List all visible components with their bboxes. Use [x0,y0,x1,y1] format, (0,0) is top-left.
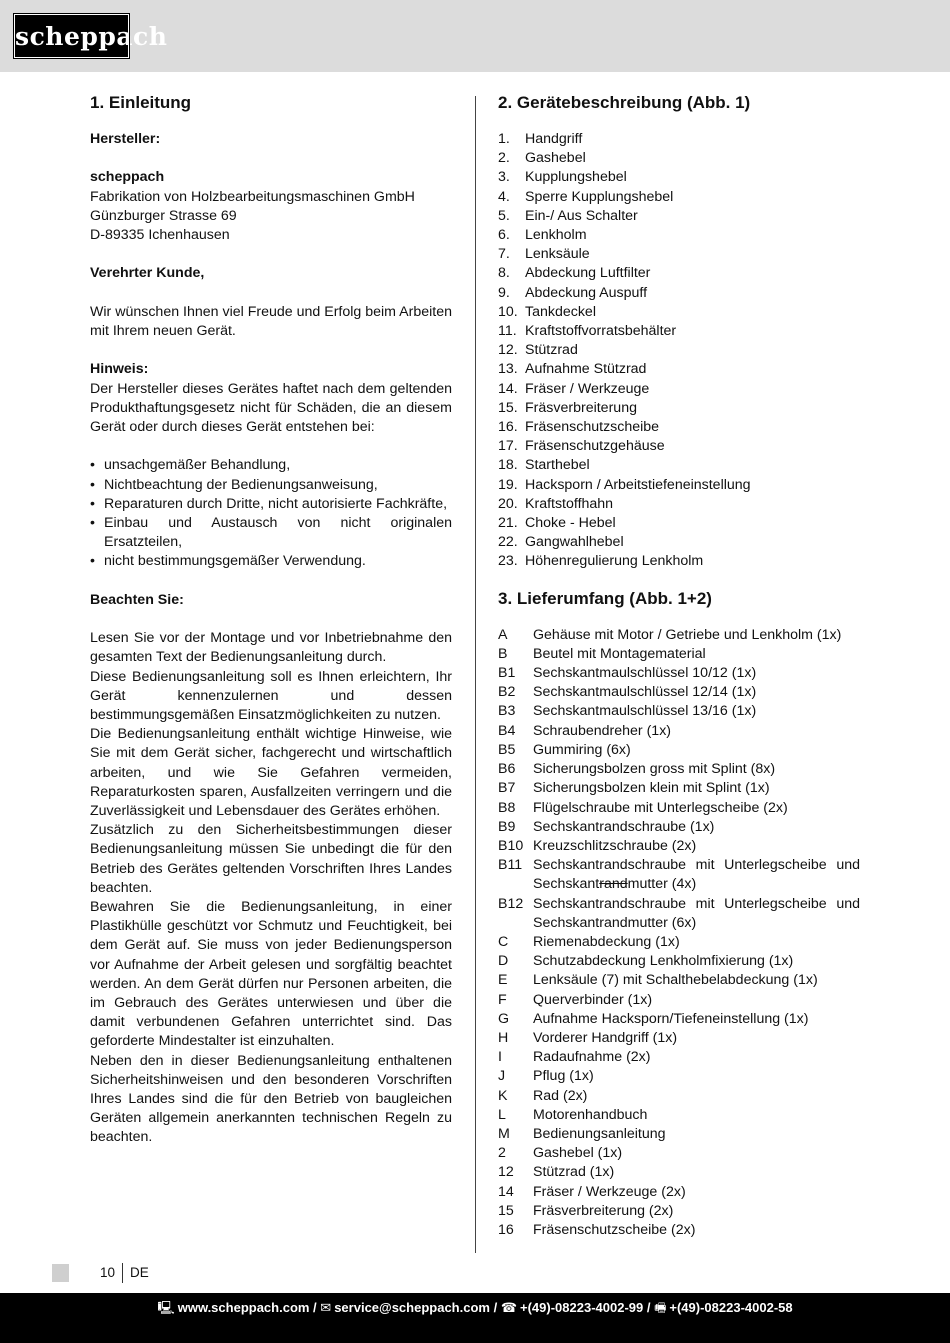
scope-label [533,702,860,721]
scope-item [498,1010,860,1029]
scope-label [533,991,860,1010]
scope-label-line: Gummiring (6x) [533,741,631,758]
scope-item [498,722,860,741]
scope-item [498,779,860,798]
scope-label [533,799,860,818]
scope-label [533,1029,860,1048]
scope-label-line: Stützrad (1x) [533,1164,615,1181]
part-label: Handgriff [525,131,583,147]
page-number: 10 [100,1265,116,1280]
part-item [498,322,860,341]
part-number: 12. [498,342,518,359]
part-number: 3. [498,169,510,186]
scope-item [498,664,860,683]
scope-label [533,1048,860,1067]
part-item [498,495,860,514]
part-number: 23. [498,553,518,570]
scope-key: A [498,626,508,643]
scope-key: F [498,991,507,1008]
scope-item [498,991,860,1010]
scope-label [533,1125,860,1144]
scope-item [498,1221,860,1240]
scope-label-line: Radaufnahme (2x) [533,1049,651,1066]
body-paragraph: Bewahren Sie die Bedienungsanleitung, in einer Plastikhülle geschützt vor Schmutz und Feuchtigkeit, bei dem Gerät auf. Sie muss von jeder Bedienungsperson vor Aufnahme der Arbeit gelesen und sorgfältig beachtet werden. An dem Gerät dürfen nur Personen arbeiten, die im Gebrauch des Gerätes unterwiesen und über die damit verbundenen Gefahren unterrichtet sind. Das geforderte Mindestalter ist einzuhalten. [90,899,452,1050]
part-label: Lenksäule [525,246,590,263]
scope-label [533,1163,860,1182]
scope-item [498,837,860,856]
scope-label [533,626,860,645]
part-number: 19. [498,476,518,493]
scope-label-line: Schutzabdeckung Lenkholmfixierung (1x) [533,953,794,970]
scope-label [533,741,860,760]
part-number: 7. [498,246,510,263]
scope-label-line: Sechskantrandschraube mit Unterlegscheibe und [533,857,860,874]
part-item [498,514,860,533]
scope-key: L [498,1106,506,1123]
scope-key: M [498,1125,510,1142]
part-label: Hacksporn / Arbeitstiefeneinstellung [525,476,751,493]
part-label: Starthebel [525,457,590,474]
scope-label-part: Sechskant [533,876,600,893]
scope-label [533,1221,860,1240]
scope-label [533,1144,860,1163]
section-heading-introduction: 1. Einleitung [90,93,192,112]
scope-label [533,895,860,933]
scope-label-line [533,914,860,933]
part-item [498,456,860,475]
part-label: Kupplungshebel [525,169,627,186]
scope-label-line: Kreuzschlitzschraube (2x) [533,837,697,854]
scope-label-line: Fräsverbreiterung (2x) [533,1202,674,1219]
scope-label [533,1087,860,1106]
scope-label-line: Bedienungsanleitung [533,1125,666,1142]
scope-label-line: Aufnahme Hacksporn/Tiefeneinstellung (1x) [533,1010,809,1027]
scope-item [498,1106,860,1125]
part-label: Fräsverbreiterung [525,399,637,416]
part-item [498,226,860,245]
parts-list [498,130,860,572]
part-item [498,284,860,303]
scope-key: B [498,645,508,662]
scope-item [498,1048,860,1067]
phone-icon: ☎ [500,1300,518,1315]
delivery-scope-list [498,626,860,1241]
part-item [498,341,860,360]
part-number: 9. [498,284,510,301]
part-number: 2. [498,150,510,167]
scope-label-line: Fräser / Werkzeuge (2x) [533,1183,686,1200]
address-line: Günzburger Strasse 69 [90,207,237,224]
part-item [498,399,860,418]
part-label: Stützrad [525,342,578,359]
address-line: Fabrikation von Holzbearbeitungsmaschinen GmbH [90,188,415,205]
part-number: 8. [498,265,510,282]
scope-label [533,1010,860,1029]
company-name: scheppach [90,169,165,186]
greeting: Verehrter Kunde, [90,265,205,282]
part-number: 20. [498,495,518,512]
part-item [498,552,860,571]
scope-item [498,760,860,779]
scope-label-line: Sicherungsbolzen gross mit Splint (8x) [533,761,776,778]
part-label: Ein-/ Aus Schalter [525,207,638,224]
scope-key: 2 [498,1145,506,1162]
scope-label-line: Querverbinder (1x) [533,991,653,1008]
part-number: 10. [498,303,518,320]
fax-number: +(49)-08223-4002-58 [669,1300,793,1315]
part-number: 6. [498,227,510,244]
part-label: Sperre Kupplungshebel [525,188,674,205]
scope-key: J [498,1068,506,1085]
body-paragraph: Lesen Sie vor der Montage und vor Inbetriebnahme den gesamten Text der Bedienungsanleitung durch. [90,630,452,666]
part-label: Tankdeckel [525,303,596,320]
part-item [498,188,860,207]
scope-key: 15 [498,1202,514,1219]
page-header [0,0,950,72]
scope-key: B3 [498,703,516,720]
scope-label-line: Beutel mit Montagematerial [533,645,706,662]
part-label: Lenkholm [525,227,587,244]
part-number: 5. [498,207,510,224]
scope-item [498,856,860,894]
part-item [498,360,860,379]
scope-label [533,760,860,779]
scope-item [498,799,860,818]
scope-key: B12 [498,895,524,912]
scope-label-line: Sechskantrandschraube (1x) [533,818,715,835]
list-item: • unsachgemäßer Behandlung, [90,457,291,474]
mail-icon: ✉ [320,1300,332,1315]
scope-item [498,933,860,952]
part-label: Fräser / Werkzeuge [525,380,650,397]
scope-key: I [498,1049,502,1066]
scope-label-line: Rad (2x) [533,1087,588,1104]
scope-key: 16 [498,1221,514,1238]
scope-label-line: Flügelschraube mit Unterlegscheibe (2x) [533,799,788,816]
scope-key: B5 [498,741,516,758]
scope-key: B11 [498,857,523,874]
page-marker [52,1264,69,1282]
part-label: Gashebel [525,150,586,167]
scope-item [498,971,860,990]
scope-label [533,818,860,837]
scope-item [498,1202,860,1221]
scope-label-line: Sechskantmaulschlüssel 12/14 (1x) [533,684,757,701]
part-label: Kraftstoffhahn [525,495,614,512]
part-label: Gangwahlhebel [525,534,624,551]
liability-list [90,456,452,571]
scope-label-line: Vorderer Handgriff (1x) [533,1029,678,1046]
scope-label-line: Schraubendreher (1x) [533,722,672,739]
attention-label: Beachten Sie: [90,591,184,608]
body-paragraph: Die Bedienungsanleitung enthält wichtige Hinweise, wie Sie mit dem Gerät sicher, fachgerecht und wirtschaftlich arbeiten, und wie Sie Gefahren vermeiden, Reparaturkosten sparen, Ausfallzeiten verringern und die Zuverlässigkeit und Lebensdauer des Gerätes erhöhen. [90,726,452,819]
part-item [498,380,860,399]
part-item [498,168,860,187]
page-number-divider [122,1263,123,1283]
address-line: D-89335 Ichenhausen [90,227,230,243]
left-column [90,90,452,1148]
scope-item [498,818,860,837]
scope-label [533,971,860,990]
scope-key: B7 [498,780,516,797]
part-number: 15. [498,399,518,416]
scope-label-line: Gashebel (1x) [533,1145,623,1162]
scope-label [533,1183,860,1202]
list-item: • Reparaturen durch Dritte, nicht autorisierte Fachkräfte, [90,495,448,512]
fax-icon: 🖷 [654,1300,667,1315]
part-item [498,245,860,264]
scope-label [533,722,860,741]
column-divider [475,96,476,1253]
scope-key: B2 [498,684,516,701]
part-label: Kraftstoffvorratsbehälter [525,323,677,340]
website-link[interactable]: www.scheppach.com / [177,1300,317,1315]
scope-key: D [498,953,509,970]
scope-key: B6 [498,761,516,778]
part-number: 21. [498,515,518,532]
scope-label-line [533,875,860,894]
scope-key: C [498,933,509,950]
scope-key: H [498,1029,509,1046]
part-number: 17. [498,438,518,455]
part-label: Aufnahme Stützrad [525,361,647,378]
scope-key: B1 [498,665,516,682]
scope-label-line: Lenksäule (7) mit Schalthebelabdeckung (1x) [533,972,818,989]
list-item: • nicht bestimmungsgemäßer Verwendung. [90,553,366,570]
scope-key: B9 [498,818,516,835]
scope-key: E [498,972,508,989]
part-label: Höhenregulierung Lenkholm [525,553,704,570]
struck-text: rand [599,876,628,893]
scope-key: B10 [498,837,524,854]
list-item: • Nichtbeachtung der Bedienungsanweisung, [90,476,378,493]
scope-key: B4 [498,722,516,739]
scope-item [498,702,860,721]
scope-key: K [498,1087,508,1104]
scope-label [533,683,860,702]
scope-label-line: Motorenhandbuch [533,1106,648,1123]
scope-label [533,779,860,798]
scope-item [498,1144,860,1163]
part-number: 14. [498,380,518,397]
note-label: Hinweis: [90,361,149,378]
part-number: 1. [498,131,510,147]
scope-item [498,683,860,702]
part-item [498,149,860,168]
part-number: 22. [498,534,518,551]
manufacturer-label: Hersteller: [90,131,161,147]
right-column [498,90,860,1240]
part-label: Fräsenschutzgehäuse [525,438,665,455]
scope-label [533,952,860,971]
scope-item [498,626,860,645]
language-code: DE [130,1265,149,1280]
scope-item [498,952,860,971]
scope-key: 12 [498,1164,514,1181]
part-number: 16. [498,419,518,436]
part-item [498,264,860,283]
scope-item [498,1163,860,1182]
scope-item [498,645,860,664]
section-heading-delivery-scope: 3. Lieferumfang (Abb. 1+2) [498,588,712,608]
part-item [498,130,860,149]
section-heading-device-description: 2. Gerätebeschreibung (Abb. 1) [498,93,751,112]
scope-item [498,741,860,760]
scope-label [533,933,860,952]
scope-item [498,1029,860,1048]
scope-label [533,1202,860,1221]
part-label: Choke - Hebel [525,515,616,532]
part-item [498,303,860,322]
scope-key: B8 [498,799,516,816]
scope-label [533,837,860,856]
scope-label-line: Sicherungsbolzen klein mit Splint (1x) [533,780,770,797]
email-link[interactable]: service@scheppach.com / [334,1300,498,1315]
scheppach-logo: scheppach [14,14,129,58]
scope-label [533,856,860,894]
contact-bar [0,1293,950,1343]
scope-item [498,1183,860,1202]
scope-label [533,664,860,683]
part-item [498,437,860,456]
part-number: 18. [498,457,518,474]
computer-icon: 🖳 [157,1300,175,1315]
part-item [498,533,860,552]
body-paragraph: Neben den in dieser Bedienungsanleitung enthaltenen Sicherheitshinweisen und den besonderen Vorschriften Ihres Landes sind die für den Betrieb von baugleichen Geräten allgemein anerkannten technischen Regeln zu beachten. [90,1052,452,1146]
part-number: 11. [498,323,517,340]
note-paragraph: Der Hersteller dieses Gerätes haftet nach dem geltenden Produkthaftungsgesetz nicht für Schäden, die an diesem Gerät oder durch dieses Gerät entstehen bei: [90,380,452,435]
scope-label-line: Fräsenschutzscheibe (2x) [533,1221,696,1238]
scope-label-line: Sechskantrandschraube mit Unterlegscheibe und [533,895,860,912]
scope-key: G [498,1010,510,1027]
part-label: Abdeckung Luftfilter [525,265,651,282]
part-number: 13. [498,361,518,378]
scope-item [498,895,860,933]
scope-item [498,1067,860,1086]
scope-label-line: Riemenabdeckung (1x) [533,933,680,950]
scope-label-part: mutter (4x) [627,876,697,893]
wish-paragraph: Wir wünschen Ihnen viel Freude und Erfolg beim Arbeiten mit Ihrem neuen Gerät. [90,303,452,339]
body-paragraph: Zusätzlich zu den Sicherheitsbestimmungen dieser Bedienungsanleitung müssen Sie unbedingt die für den Betrieb des Gerätes geltenden Vorschriften Ihres Landes beachten. [90,822,452,896]
part-item [498,207,860,226]
scope-label-line: Gehäuse mit Motor / Getriebe und Lenkholm (1x) [533,626,842,643]
part-label: Abdeckung Auspuff [525,284,648,301]
phone-number: +(49)-08223-4002-99 / [520,1300,651,1315]
scope-label-line: Pflug (1x) [533,1068,594,1085]
scope-label-line: Sechskantmaulschlüssel 10/12 (1x) [533,665,757,682]
part-number: 4. [498,188,510,205]
scope-label-part: Sechskantrandmutter (6x) [533,914,697,931]
body-paragraph: Diese Bedienungsanleitung soll es Ihnen erleichtern, Ihr Gerät kennenzulernen und dessen bestimmungsgemäßen Einsatzmöglichkeiten zu nutzen. [90,668,452,723]
scope-label-line: Sechskantmaulschlüssel 13/16 (1x) [533,703,757,720]
scope-item [498,1125,860,1144]
scope-label [533,1067,860,1086]
scope-item [498,1087,860,1106]
scope-key: 14 [498,1183,514,1200]
part-label: Fräsenschutzscheibe [525,419,660,436]
part-item [498,418,860,437]
part-item [498,476,860,495]
scope-label [533,1106,860,1125]
list-item: • Einbau und Austausch von nicht originalen Ersatzteilen, [90,514,452,551]
scope-label [533,645,860,664]
